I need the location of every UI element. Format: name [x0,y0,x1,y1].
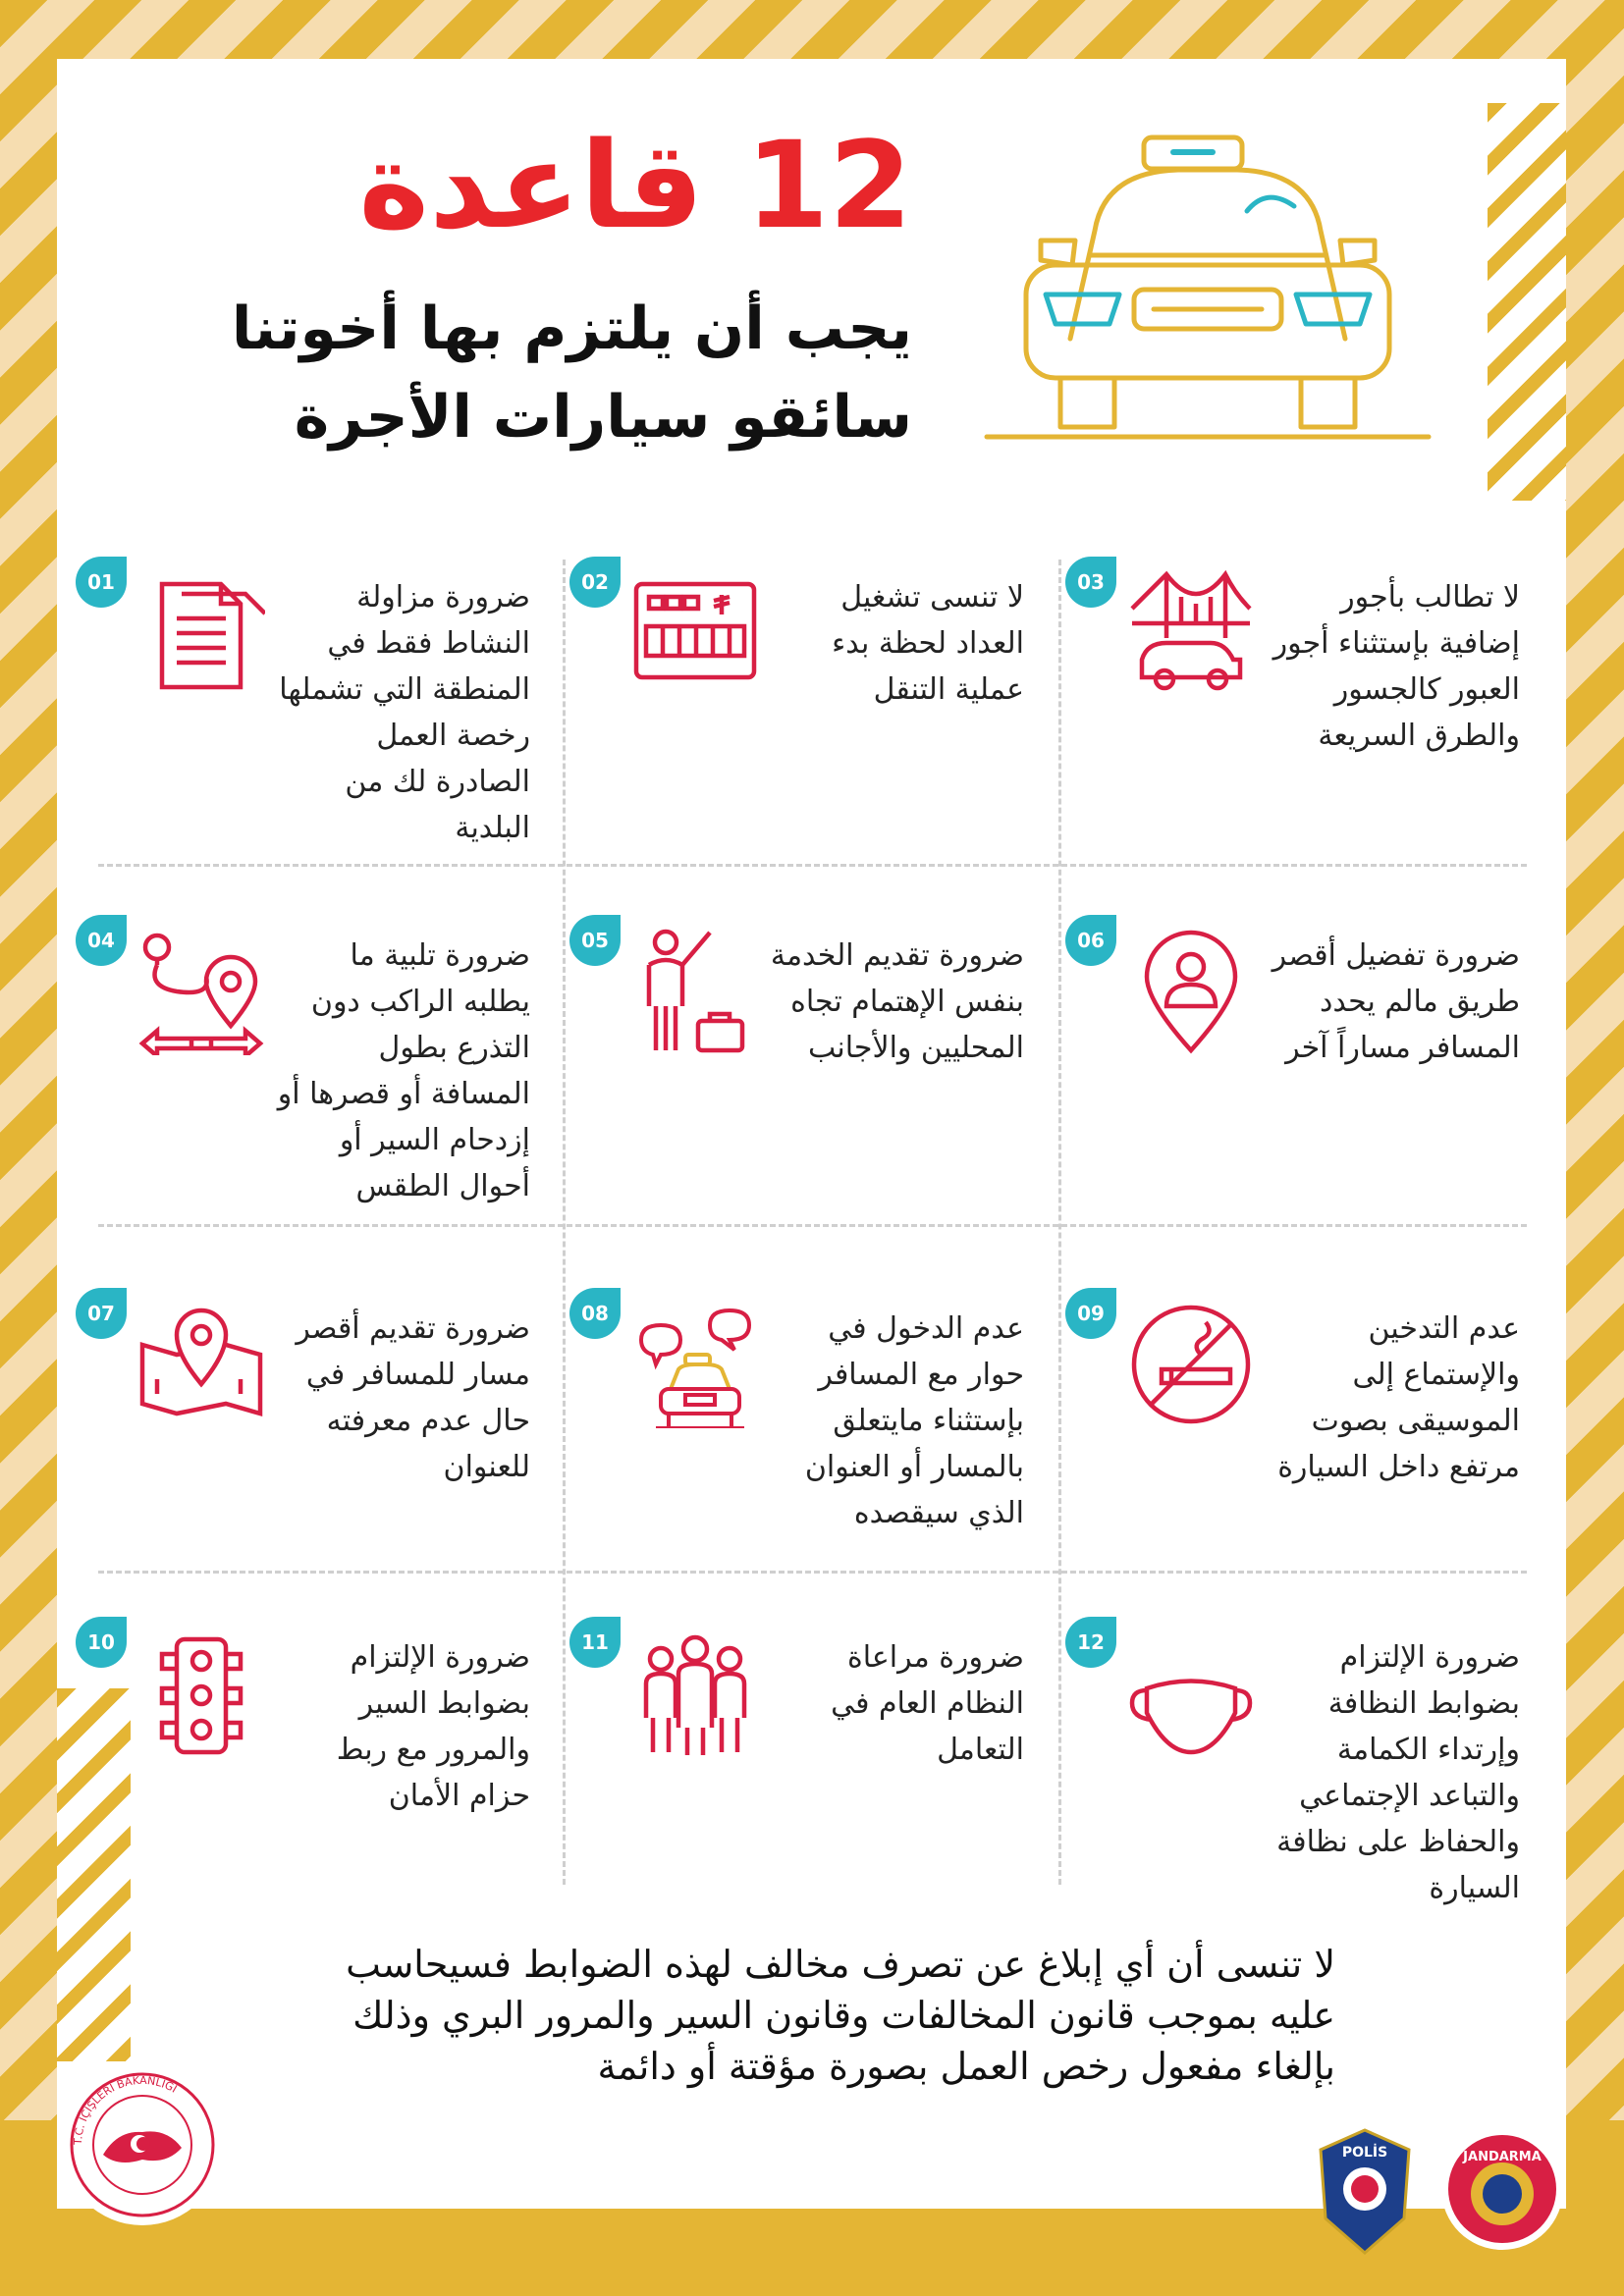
taximeter-icon [631,569,759,697]
rule-number-badge: 07 [76,1288,127,1339]
rule-text: ضرورة مزاولة النشاط فقط في المنطقة التي تشملها رخصة العمل الصادرة لك من البلدية [279,580,530,845]
rule-item [1068,560,1540,883]
grid-divider [1058,560,1061,1885]
rule-number-badge: 06 [1065,915,1116,966]
rule-number-badge: 02 [569,557,621,608]
rule-item [572,560,1044,883]
ministry-seal [59,2061,226,2228]
rule-number-badge: 10 [76,1617,127,1668]
rule-text: عدم التدخين والإستماع إلى الموسيقى بصوت مرتفع داخل السيارة [1277,1311,1520,1484]
rule-item [79,1291,550,1615]
rule-item [572,1291,1044,1615]
jandarma-emblem [1438,2125,1566,2253]
rule-item [79,1620,550,1944]
hailing-person-icon [631,928,759,1055]
rule-number-badge: 12 [1065,1617,1116,1668]
rule-item [1068,1620,1540,1944]
rule-text: ضرورة الإلتزام بضوابط السير والمرور مع ربط حزام الأمان [336,1640,530,1813]
footer-notice: لا تنسى أن أي إبلاغ عن تصرف مخالف لهذه الضوابط فسيحاسب عليه بموجب قانون المخالفات وقانون السير والمرور البري وذلك بإلغاء مفعول رخص العمل بصورة مؤقتة أو دائمة [346,1943,1335,2088]
rule-item [79,918,550,1242]
rule-text: لا تنسى تشغيل العداد لحظة بدء عملية التنقل [832,580,1024,707]
rule-number-badge: 09 [1065,1288,1116,1339]
people-icon [631,1629,759,1757]
rule-text: ضرورة مراعاة النظام العام في التعامل [831,1640,1024,1767]
rule-item [572,918,1044,1242]
rule-number-badge: 01 [76,557,127,608]
rule-item [1068,918,1540,1242]
bridge-car-icon [1127,569,1255,697]
no-smoking-icon [1127,1301,1255,1428]
rule-text: ضرورة تفضيل أقصر طريق مالم يحدد المسافر مساراً آخر [1272,938,1520,1065]
rule-number-badge: 11 [569,1617,621,1668]
rule-text: لا تطالب بأجور إضافية بإستثناء أجور العبور كالجسور والطرق السريعة [1272,580,1520,753]
rule-item [572,1620,1044,1944]
grid-divider [563,560,566,1885]
ministry-seal-text: T.C. İÇİŞLERİ BAKANLIĞI [71,2073,180,2146]
decorative-stripes [1488,103,1566,501]
face-mask-icon [1127,1629,1255,1757]
rule-number-badge: 08 [569,1288,621,1339]
location-person-icon [1127,928,1255,1055]
page-title: 12 قاعدة [358,116,912,255]
route-icon [137,928,265,1055]
taxi-chat-icon [631,1301,759,1428]
rule-number-badge: 03 [1065,557,1116,608]
rule-text: ضرورة تقديم أقصر مسار للمسافر في حال عدم معرفته للعنوان [296,1311,530,1484]
rule-text: ضرورة الإلتزام بضوابط النظافة وإرتداء الكمامة والتباعد الإجتماعي والحفاظ على نظافة السيارة [1276,1640,1520,1905]
rule-item [79,560,550,883]
rule-number-badge: 04 [76,915,127,966]
taxi-icon [982,133,1434,456]
map-pin-icon [137,1301,265,1428]
page-subtitle: يجب أن يلتزم بها أخوتنا سائقو سيارات الأجرة [231,294,912,452]
traffic-light-icon [137,1629,265,1757]
rule-number-badge: 05 [569,915,621,966]
document-icon [137,569,265,697]
rule-item [1068,1291,1540,1615]
jandarma-label: JANDARMA [1463,2150,1542,2164]
police-emblem [1316,2125,1414,2258]
rule-text: ضرورة تقديم الخدمة بنفس الإهتمام تجاه المحليين والأجانب [770,938,1024,1065]
rule-text: عدم الدخول في حوار مع المسافر بإستثناء مايتعلق بالمسار أو العنوان الذي سيقصده [804,1311,1024,1530]
police-label: POLİS [1341,2145,1388,2161]
rule-text: ضرورة تلبية ما يطلبه الراكب دون التذرع بطول المسافة أو قصرها أو إزدحام السير أو أحوال الطقس [277,938,530,1203]
